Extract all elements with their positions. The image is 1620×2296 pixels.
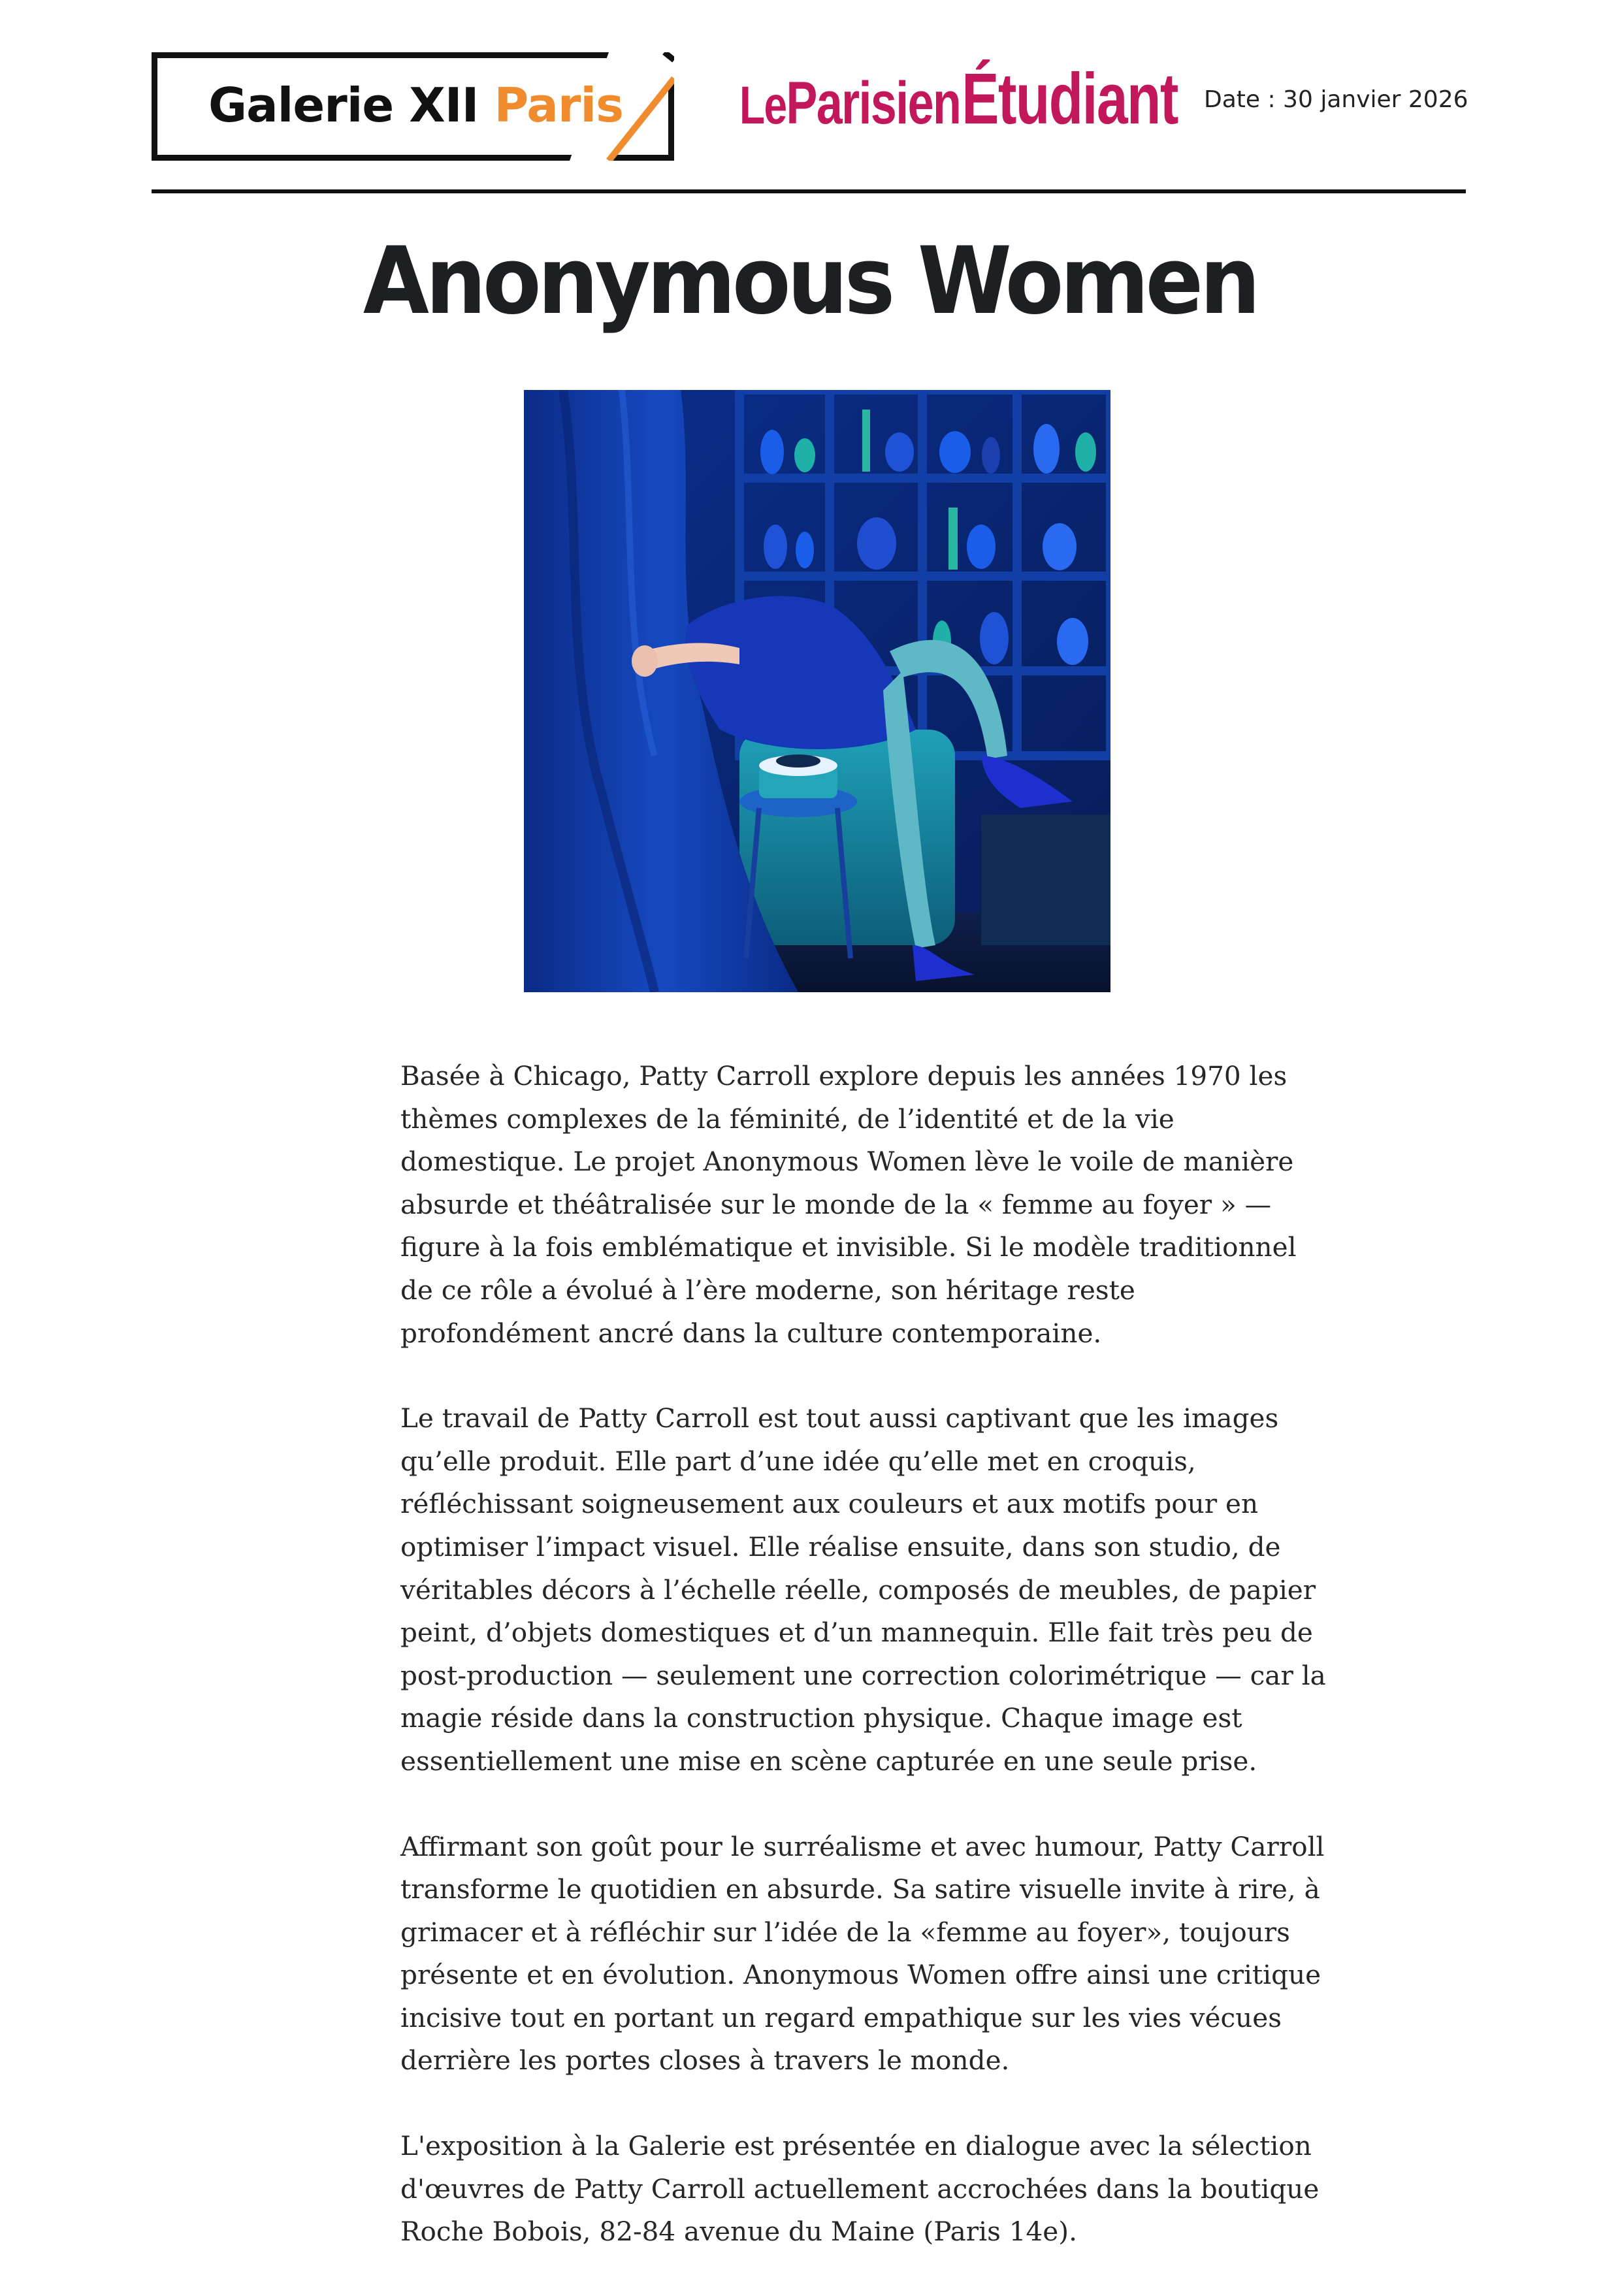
gallery-logo [152,52,674,161]
publication-date: Date : 30 janvier 2026 [1204,86,1468,113]
gallery-city: Paris [494,78,623,133]
article-body [400,1055,1328,2296]
header-divider [152,189,1466,193]
newspaper-logo-le: Le [739,76,786,135]
article-paragraph-4: L'exposition à la Galerie est présentée en dialogue avec la sélection d'œuvres de Patty Carroll actuellement accrochées dans la boutique Roche Bobois, 82-84 avenue du Maine (Paris 14e). [400,2130,1320,2248]
article-paragraph-3: Affirmant son goût pour le surréalisme et avec humour, Patty Carroll transforme le quotidien en absurde. Sa satire visuelle invite à rire, à grimacer et à réfléchir sur l’idée de la «femme au foyer», toujours présente et en évolution. Anonymous Women offre ainsi une critique incisive tout en portant un regard empathique sur les vies vécues derrière les portes closes à travers le monde. [400,1830,1325,2077]
article-paragraph-2: Le travail de Patty Carroll est tout aussi captivant que les images qu’elle produit. Elle part d’une idée qu’elle met en croquis, réfléchissant soigneusement aux couleurs et aux motifs pour en optimiser l’impact visuel. Elle réalise ensuite, dans son studio, de véritables décors à l’échelle réelle, composés de meubles, de papier peint, d’objets domestiques et d’un mannequin. Elle fait très peu de post-production — seulement une correction colorimétrique — car la magie réside dans la construction physique. Chaque image est essentiellement une mise en scène capturée en une seule prise. [400,1402,1326,1777]
newspaper-logo [739,57,1178,140]
gallery-logo-text [208,78,623,133]
article-paragraph-1: Basée à Chicago, Patty Carroll explore depuis les années 1970 les thèmes complexes de la féminité, de l’identité et de la vie domestique. Le projet Anonymous Women lève le voile de manière absurde et théâtralisée sur le monde de la « femme au foyer » — figure à la fois emblématique et invisible. Si le modèle traditionnel de ce rôle a évolué à l’ère moderne, son héritage reste profondément ancré dans la culture contemporaine. [400,1060,1297,1349]
newspaper-logo-etudiant: Étudiant [962,59,1178,139]
artwork-photo [524,390,1110,992]
newspaper-logo-parisien: Parisien [786,70,961,137]
gallery-name: Galerie XII [208,78,479,133]
article-title: Anonymous Women [363,227,1257,335]
